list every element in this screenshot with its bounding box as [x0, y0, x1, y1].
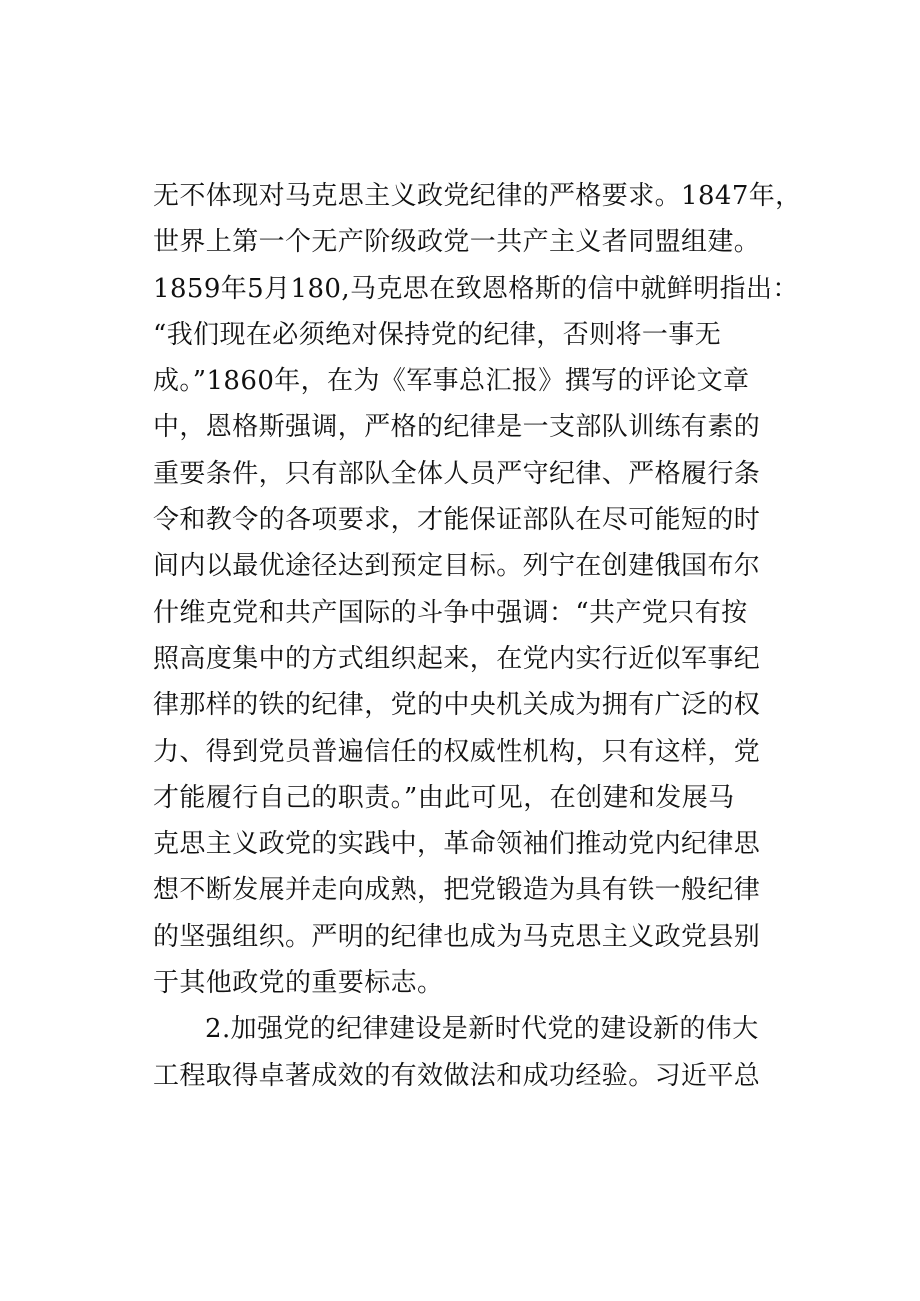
text-line-5: 成。”1860年，在为《军事总汇报》撰写的评论文章	[153, 366, 750, 397]
text-line-20: 工程取得卓著成效的有效做法和成功经验。习近平总	[153, 1060, 761, 1091]
text-line-16: 想不断发展并走向成熟，把党锻造为具有铁一般纪律	[153, 875, 761, 906]
text-line-15: 克思主义政党的实践中，革命领袖们推动党内纪律思	[153, 829, 761, 860]
text-line-3: 1859年5月180,马克思在致恩格斯的信中就鲜明指出：	[153, 273, 799, 304]
text-line-4: “我们现在必须绝对保持党的纪律，否则将一事无	[153, 319, 722, 350]
text-line-19: 2.加强党的纪律建设是新时代党的建设新的伟大	[205, 1014, 759, 1045]
text-line-12: 律那样的铁的纪律，党的中央机关成为拥有广泛的权	[153, 690, 761, 721]
text-line-11: 照高度集中的方式组织起来，在党内实行近似军事纪	[153, 643, 761, 674]
text-line-18: 于其他政党的重要标志。	[153, 968, 444, 999]
body-text	[153, 173, 802, 1099]
text-line-7: 重要条件，只有部队全体人员严守纪律、严格履行条	[153, 458, 761, 489]
text-line-10: 什维克党和共产国际的斗争中强调：“共产党只有按	[153, 597, 748, 628]
text-line-13: 力、得到党员普遍信任的权威性机构，只有这样，党	[153, 736, 761, 767]
text-line-9: 间内以最优途径达到预定目标。列宁在创建俄国布尔	[153, 551, 761, 582]
text-line-1: 无不体现对马克思主义政党纪律的严格要求。1847年，	[153, 181, 802, 211]
text-line-2: 世界上第一个无产阶级政党一共产主义者同盟组建。	[153, 227, 761, 258]
text-line-6: 中，恩格斯强调，严格的纪律是一支部队训练有素的	[153, 412, 761, 443]
text-line-14: 才能履行自己的职责。”由此可见，在创建和发展马	[153, 782, 735, 813]
text-line-17: 的坚强组织。严明的纪律也成为马克思主义政党县别	[153, 921, 761, 952]
text-line-8: 令和教令的各项要求，才能保证部队在尽可能短的时	[153, 505, 761, 536]
